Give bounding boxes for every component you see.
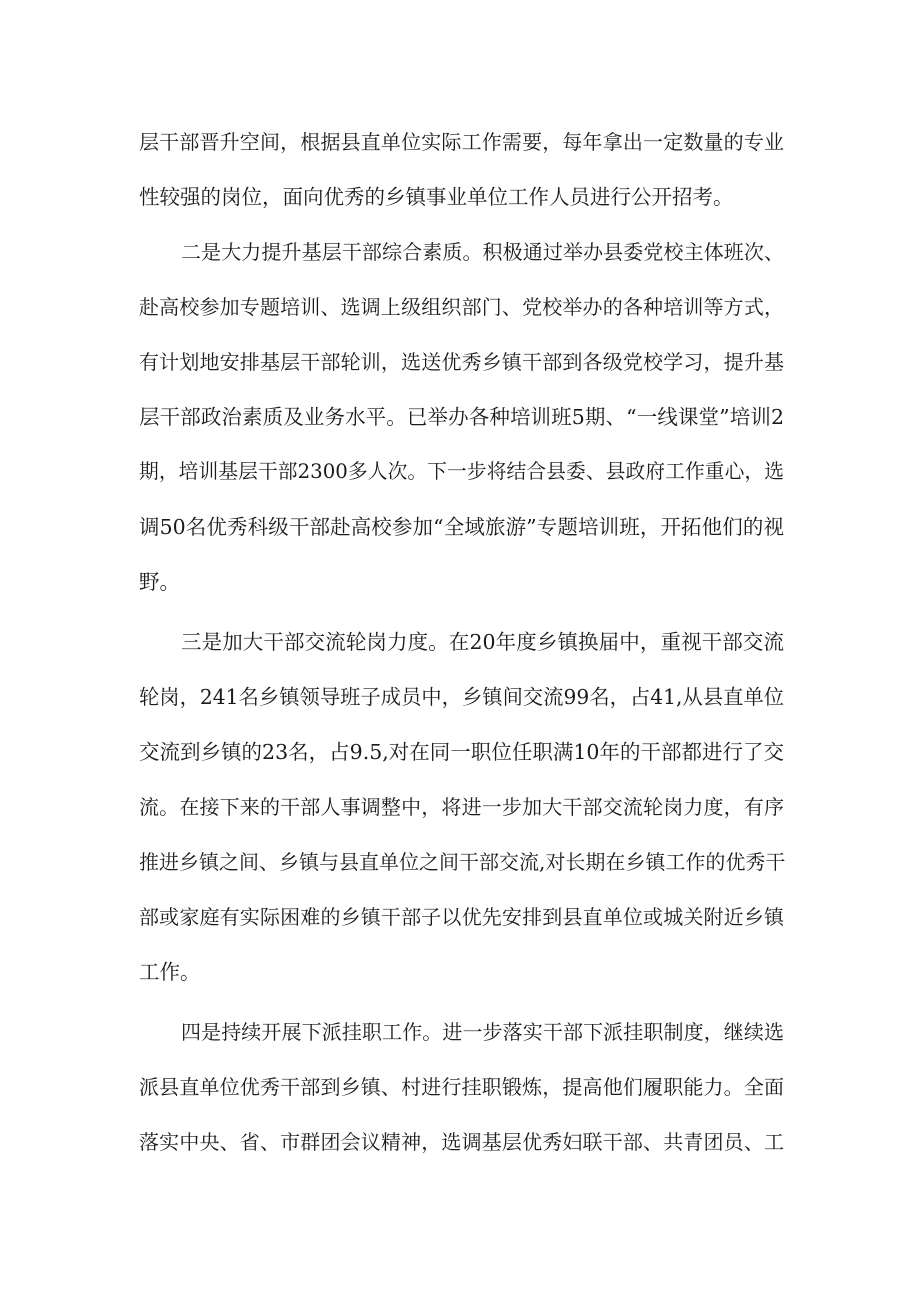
text-line-9: 野。: [139, 570, 180, 594]
text-line-15: 部或家庭有实际困难的乡镇干部子以优先安排到县直单位或城关附近乡镇: [139, 905, 784, 929]
text-line-18: 派县直单位优秀干部到乡镇、村进行挂职锻炼，提高他们履职能力。全面: [139, 1075, 784, 1099]
text-line-1: 层干部晋升空间，根据县直单位实际工作需要，每年拿出一定数量的专业: [139, 130, 784, 154]
text-line-19: 落实中央、省、市群团会议精神，选调基层优秀妇联干部、共青团员、工: [139, 1130, 784, 1154]
text-line-7: 期，培训基层干部2300多人次。下一步将结合县委、县政府工作重心，选: [139, 460, 784, 483]
text-line-14: 推进乡镇之间、乡镇与县直单位之间干部交流,对长期在乡镇工作的优秀干: [139, 850, 786, 874]
text-line-8: 调50名优秀科级干部赴高校参加“全域旅游”专题培训班，开拓他们的视: [139, 515, 784, 539]
text-line-2: 性较强的岗位，面向优秀的乡镇事业单位工作人员进行公开招考。: [139, 185, 734, 209]
text-line-4: 赴高校参加专题培训、选调上级组织部门、党校举办的各种培训等方式，: [139, 295, 784, 319]
text-line-11: 轮岗，241名乡镇领导班子成员中，乡镇间交流99名，占41,从县直单位: [139, 685, 784, 709]
text-line-5: 有计划地安排基层干部轮训，选送优秀乡镇干部到各级党校学习，提升基: [139, 350, 784, 374]
text-line-12: 交流到乡镇的23名，占9.5,对在同一职位任职满10年的干部都进行了交: [139, 740, 784, 764]
text-line-17: 四是持续开展下派挂职工作。进一步落实干部下派挂职制度，继续选: [181, 1020, 784, 1044]
text-line-10: 三是加大干部交流轮岗力度。在20年度乡镇换届中，重视干部交流: [181, 630, 784, 654]
text-line-3: 二是大力提升基层干部综合素质。积极通过举办县委党校主体班次、: [181, 240, 784, 264]
text-line-6: 层干部政治素质及业务水平。已举办各种培训班5期、“一线课堂”培训2: [139, 405, 784, 429]
text-line-16: 工作。: [139, 960, 201, 984]
text-line-13: 流。在接下来的干部人事调整中，将进一步加大干部交流轮岗力度，有序: [139, 795, 784, 819]
